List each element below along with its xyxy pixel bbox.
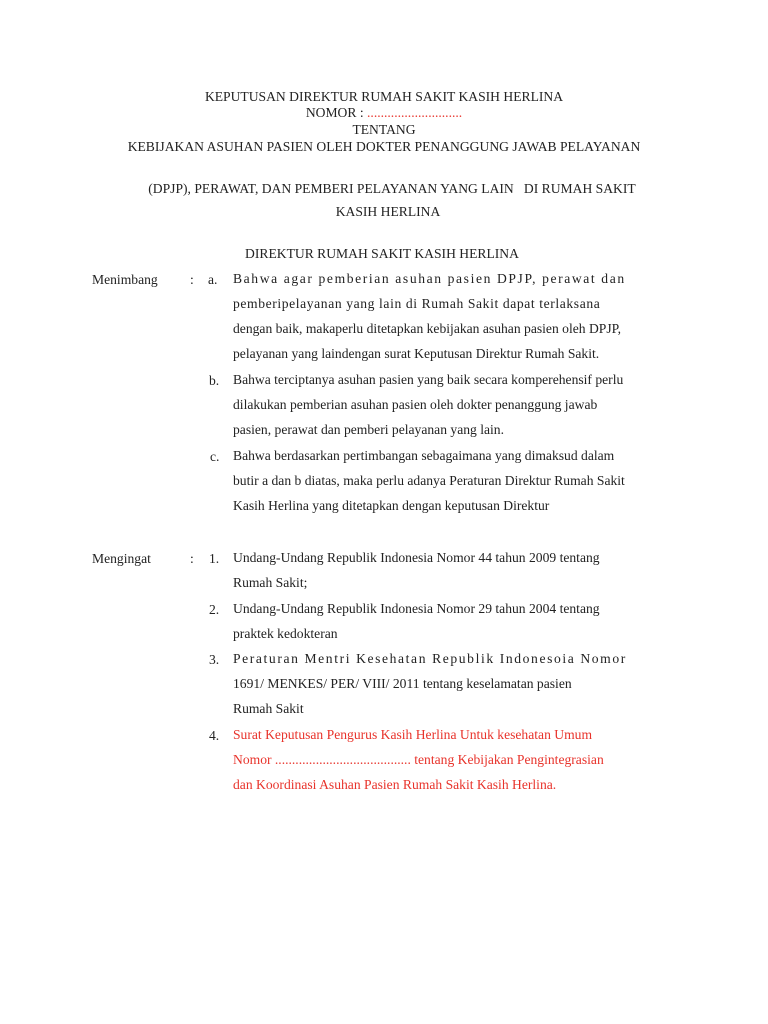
mengingat-marker-1: 1. <box>209 551 220 566</box>
subject-line-3: KASIH HERLINA <box>335 204 441 219</box>
decree-title: KEPUTUSAN DIREKTUR RUMAH SAKIT KASIH HERLINA <box>204 89 564 104</box>
item-line: dengan baik, makaperlu ditetapkan kebijakan asuhan pasien oleh DPJP, <box>233 321 622 336</box>
item-line: praktek kedokteran <box>233 626 338 641</box>
item-line: butir a dan b diatas, maka perlu adanya Peraturan Direktur Rumah Sakit <box>233 473 625 488</box>
menimbang-item-c <box>233 443 675 518</box>
mengingat-item-2 <box>233 596 675 646</box>
decree-number-label: NOMOR : <box>305 105 368 120</box>
subject-line-1: KEBIJAKAN ASUHAN PASIEN OLEH DOKTER PENANGGUNG JAWAB PELAYANAN <box>127 139 641 154</box>
subject-line-2: (DPJP), PERAWAT, DAN PEMBERI PELAYANAN YANG LAIN DI RUMAH SAKIT <box>148 181 636 196</box>
mengingat-label: Mengingat <box>92 551 151 566</box>
item-line: Surat Keputusan Pengurus Kasih Herlina Untuk kesehatan Umum <box>233 727 593 742</box>
item-line: dan Koordinasi Asuhan Pasien Rumah Sakit Kasih Herlina. <box>233 777 557 792</box>
item-line: Rumah Sakit <box>233 701 304 716</box>
menimbang-item-b <box>233 367 675 442</box>
item-line: pelayanan yang laindengan surat Keputusan Direktur Rumah Sakit. <box>233 346 600 361</box>
mengingat-marker-3: 3. <box>209 652 220 667</box>
director-heading: DIREKTUR RUMAH SAKIT KASIH HERLINA <box>245 246 519 261</box>
menimbang-marker-a: a. <box>208 272 218 287</box>
item-line: Rumah Sakit; <box>233 575 308 590</box>
mengingat-item-4 <box>233 722 675 797</box>
item-line: Bahwa terciptanya asuhan pasien yang baik secara komperehensif perlu <box>233 372 624 387</box>
item-line: pemberipelayanan yang lain di Rumah Sakit dapat terlaksana <box>233 296 601 311</box>
menimbang-colon: : <box>190 272 194 287</box>
menimbang-marker-b: b. <box>209 373 220 388</box>
item-line: Undang-Undang Republik Indonesia Nomor 44 tahun 2009 tentang <box>233 550 600 565</box>
mengingat-item-3 <box>233 646 675 721</box>
tentang-heading: TENTANG <box>352 122 416 137</box>
menimbang-label: Menimbang <box>92 272 158 287</box>
item-line: 1691/ MENKES/ PER/ VIII/ 2011 tentang keselamatan pasien <box>233 676 572 691</box>
menimbang-marker-c: c. <box>210 449 220 464</box>
mengingat-marker-2: 2. <box>209 602 220 617</box>
item-line: Bahwa berdasarkan pertimbangan sebagaimana yang dimaksud dalam <box>233 448 615 463</box>
item-line: Peraturan Mentri Kesehatan Republik Indonesoia Nomor <box>233 651 627 666</box>
mengingat-marker-4: 4. <box>209 728 220 743</box>
item-line: Bahwa agar pemberian asuhan pasien DPJP, perawat dan <box>233 271 626 286</box>
mengingat-item-1 <box>233 545 675 595</box>
item-line: dilakukan pemberian asuhan pasien oleh dokter penanggung jawab <box>233 397 598 412</box>
decree-number-dots: ............................ <box>367 105 463 120</box>
item-line: Kasih Herlina yang ditetapkan dengan keputusan Direktur <box>233 498 550 513</box>
menimbang-item-a <box>233 266 675 366</box>
item-line: pasien, perawat dan pemberi pelayanan yang lain. <box>233 422 505 437</box>
decree-number <box>0 104 768 122</box>
item-line: Undang-Undang Republik Indonesia Nomor 29 tahun 2004 tentang <box>233 601 600 616</box>
item-line: Nomor ........................................ tentang Kebijakan Pengintegrasian <box>233 752 604 767</box>
mengingat-colon: : <box>190 551 194 566</box>
